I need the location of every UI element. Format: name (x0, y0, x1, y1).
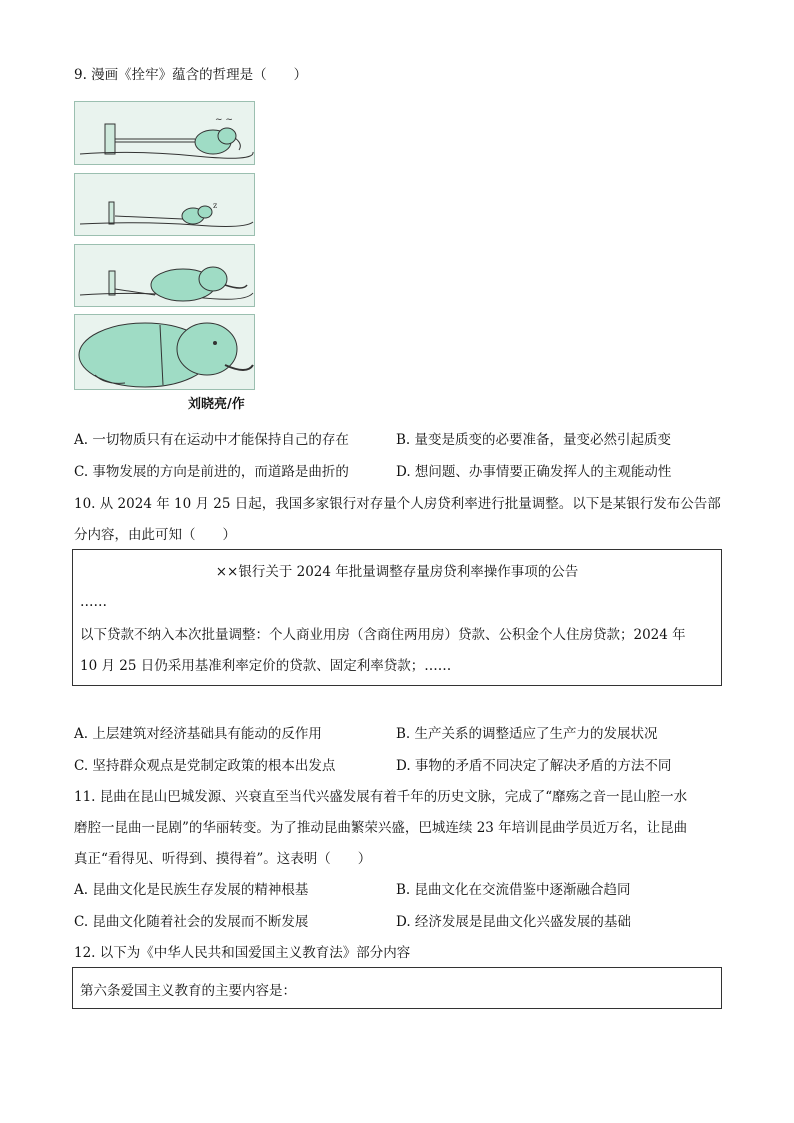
q9-stem: 9. 漫画《拴牢》蕴含的哲理是（ ） (74, 67, 308, 83)
notice-body-line2: 10 月 25 日仍采用基准利率定价的贷款、固定利率贷款；…… (80, 658, 452, 674)
q9-option-d[interactable]: D. 想问题、办事情要正确发挥人的主观能动性 (396, 464, 672, 480)
q10-option-d[interactable]: D. 事物的矛盾不同决定了解决矛盾的方法不同 (396, 758, 672, 774)
law-excerpt-text: 第六条爱国主义教育的主要内容是： (80, 983, 296, 999)
q11-option-c[interactable]: C. 昆曲文化随着社会的发展而不断发展 (74, 914, 309, 930)
comic-credit: 刘晓亮/作 (188, 397, 245, 412)
q11-option-b[interactable]: B. 昆曲文化在交流借鉴中逐渐融合趋同 (396, 882, 631, 898)
q10-option-a[interactable]: A. 上层建筑对经济基础具有能动的反作用 (74, 726, 322, 742)
svg-text:z: z (213, 201, 218, 210)
q11-stem-line3: 真正“看得见、听得到、摸得着”。这表明（ ） (74, 851, 372, 867)
q10-stem-line2: 分内容，由此可知（ ） (74, 527, 236, 543)
notice-body-line1: 以下贷款不纳入本次批量调整：个人商业用房（含商住两用房）贷款、公积金个人住房贷款；2024 年 (80, 627, 686, 643)
q9-option-c[interactable]: C. 事物发展的方向是前进的，而道路是曲折的 (74, 464, 349, 480)
q11-stem-line2: 磨腔一昆曲一昆剧”的华丽转变。为了推动昆曲繁荣兴盛，巴城连续 23 年培训昆曲学员近万名，让昆曲 (74, 820, 688, 836)
q9-option-a[interactable]: A. 一切物质只有在运动中才能保持自己的存在 (74, 432, 349, 448)
q12-stem: 12. 以下为《中华人民共和国爱国主义教育法》部分内容 (74, 945, 411, 961)
q10-option-c[interactable]: C. 坚持群众观点是党制定政策的根本出发点 (74, 758, 336, 774)
notice-title: ××银行关于 2024 年批量调整存量房贷利率操作事项的公告 (215, 564, 579, 580)
comic-panel-1 (74, 101, 255, 165)
q11-option-a[interactable]: A. 昆曲文化是民族生存发展的精神根基 (74, 882, 309, 898)
q10-option-b[interactable]: B. 生产关系的调整适应了生产力的发展状况 (396, 726, 658, 742)
q11-option-d[interactable]: D. 经济发展是昆曲文化兴盛发展的基础 (396, 914, 631, 930)
comic-panel-3 (74, 244, 255, 307)
comic-panel-4 (74, 314, 255, 390)
q10-stem-line1: 10. 从 2024 年 10 月 25 日起，我国多家银行对存量个人房贷利率进行批量调整。以下是某银行发布公告部 (74, 496, 721, 512)
q11-stem-line1: 11. 昆曲在昆山巴城发源、兴衰直至当代兴盛发展有着千年的历史文脉，完成了“靡殇之音一昆山腔一水 (74, 789, 688, 805)
svg-text:~ ~: ~ ~ (215, 115, 233, 125)
notice-ellipsis: …… (80, 594, 107, 610)
comic-panel-2 (74, 173, 255, 236)
q9-option-b[interactable]: B. 量变是质变的必要准备，量变必然引起质变 (396, 432, 672, 448)
